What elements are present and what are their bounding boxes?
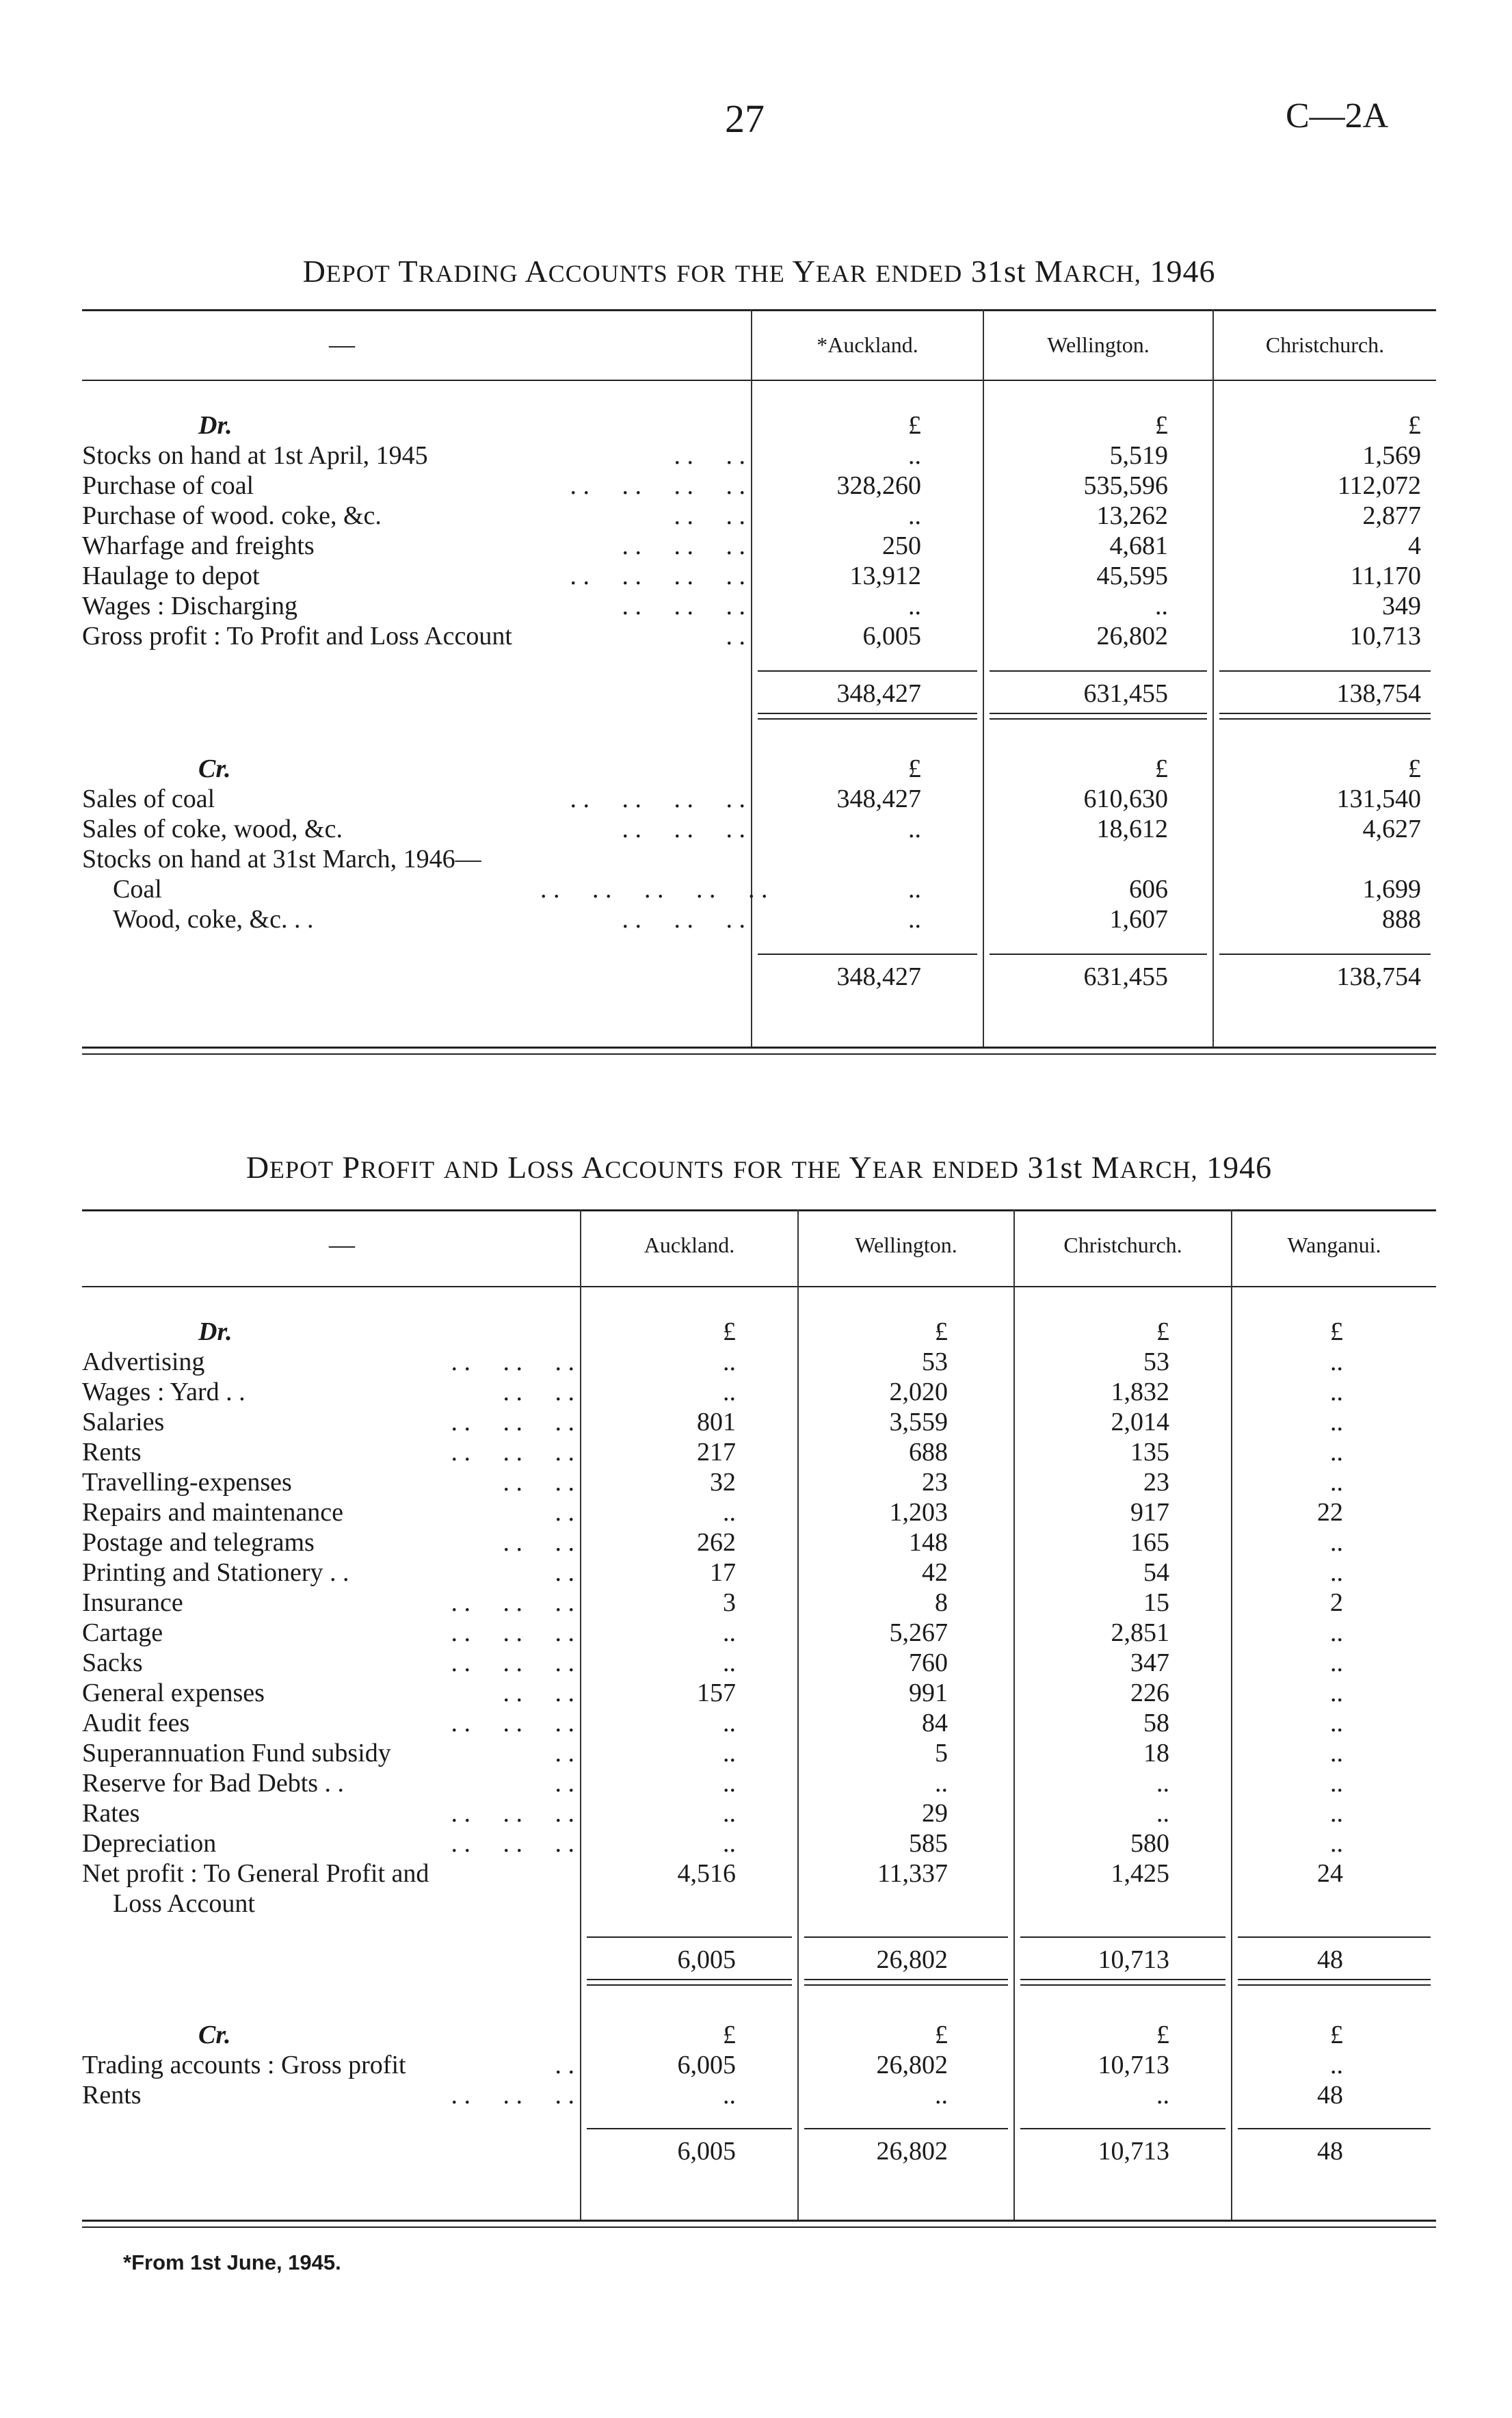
row-value: 347 <box>1130 1648 1169 1677</box>
row-label: Gross profit : To Profit and Loss Account <box>82 622 512 651</box>
row-label: Wharfage and freights <box>82 531 315 560</box>
cr-label: Cr. <box>198 754 231 783</box>
rule-line <box>1219 954 1431 955</box>
row-value: .. <box>723 1648 736 1677</box>
row-value: .. <box>1330 1769 1343 1798</box>
leader-dots: . . . . <box>503 1528 574 1557</box>
currency-symbol: £ <box>1330 2021 1343 2049</box>
leader-dots: . . . . . . <box>622 531 745 560</box>
currency-symbol: £ <box>1155 754 1168 783</box>
row-value: 349 <box>1382 592 1421 620</box>
row-value: .. <box>723 1709 736 1737</box>
currency-symbol: £ <box>1156 1317 1169 1346</box>
row-value: 53 <box>1143 1348 1169 1376</box>
row-value: 760 <box>909 1648 948 1677</box>
row-value: 2 <box>1330 1588 1343 1617</box>
document-reference: C—2A <box>1286 96 1389 135</box>
row-value: 2,020 <box>889 1378 948 1406</box>
row-value: 580 <box>1130 1829 1169 1858</box>
leader-dots: . . . . . . <box>451 1709 574 1737</box>
rule-line <box>990 954 1207 955</box>
row-value: .. <box>723 1739 736 1767</box>
row-value: .. <box>1330 1408 1343 1436</box>
dr-total: 48 <box>1317 1945 1343 1974</box>
cr-total: 26,802 <box>876 2137 948 2166</box>
row-value: 10,713 <box>1098 2051 1169 2079</box>
row-label: Sacks <box>82 1648 143 1677</box>
row-value: 22 <box>1317 1498 1343 1527</box>
rule-line <box>82 309 1436 311</box>
row-value: 5,519 <box>1109 441 1168 470</box>
dr-total: 6,005 <box>677 1945 736 1974</box>
row-value: .. <box>908 815 921 843</box>
rule-line <box>804 1984 1008 1986</box>
leader-dots: . . <box>555 1769 574 1798</box>
row-value: 148 <box>909 1528 948 1557</box>
rule-line <box>1238 1984 1431 1986</box>
rule-line <box>990 670 1207 672</box>
row-value: 13,262 <box>1096 501 1168 530</box>
row-label: Cartage <box>82 1618 163 1647</box>
row-value: 1,203 <box>889 1498 948 1527</box>
currency-symbol: £ <box>1155 411 1168 440</box>
row-value: 1,699 <box>1362 875 1421 904</box>
rule-line <box>804 1936 1008 1938</box>
row-value: 4,627 <box>1362 815 1421 843</box>
rule-line <box>82 1053 1436 1055</box>
rule-line <box>1219 670 1431 672</box>
leader-dots: . . . . <box>674 441 745 470</box>
row-value: 3 <box>723 1588 736 1617</box>
leader-dots: . . . . <box>503 1378 574 1406</box>
column-header: Auckland. <box>644 1233 735 1257</box>
row-value: 112,072 <box>1337 471 1421 500</box>
row-label: Audit fees <box>82 1709 190 1737</box>
row-value: .. <box>1330 1618 1343 1647</box>
currency-symbol: £ <box>1330 1317 1343 1346</box>
row-label: Repairs and maintenance <box>82 1498 343 1527</box>
row-value: .. <box>908 592 921 620</box>
row-value: 250 <box>882 531 921 560</box>
row-value: .. <box>1330 1378 1343 1406</box>
column-header: Wanganui. <box>1287 1233 1381 1257</box>
row-value: 262 <box>697 1528 736 1557</box>
column-header: Wellington. <box>1047 332 1150 357</box>
row-value: 48 <box>1317 2081 1343 2110</box>
row-value: 54 <box>1143 1558 1169 1587</box>
row-value: .. <box>723 1829 736 1858</box>
row-value: 1,832 <box>1111 1378 1169 1406</box>
leader-dots: . . . . . . <box>622 815 745 843</box>
row-value: 58 <box>1143 1709 1169 1737</box>
rule-line <box>587 1984 792 1986</box>
row-value: 585 <box>909 1829 948 1858</box>
cr-label: Cr. <box>198 2021 231 2049</box>
row-value: 4 <box>1408 531 1421 560</box>
row-value: .. <box>908 501 921 530</box>
currency-symbol: £ <box>908 411 921 440</box>
row-label: Travelling-expenses <box>82 1468 292 1497</box>
cr-total: 138,754 <box>1336 962 1421 991</box>
currency-symbol: £ <box>1408 411 1421 440</box>
rule-line <box>1238 2128 1431 2129</box>
row-value: 6,005 <box>862 622 921 651</box>
leader-dots: . . . . . . <box>451 1588 574 1617</box>
row-value: 888 <box>1382 905 1421 934</box>
row-value: 18 <box>1143 1739 1169 1767</box>
row-value: 917 <box>1130 1498 1169 1527</box>
rule-line <box>82 380 1436 381</box>
row-value: 135 <box>1130 1438 1169 1467</box>
rule-line <box>587 1979 792 1980</box>
row-value: 226 <box>1130 1679 1169 1707</box>
header-dash: — <box>329 1231 355 1259</box>
rule-line <box>1020 1979 1225 1980</box>
rule-line <box>758 713 977 714</box>
row-label: Sales of coke, wood, &c. <box>82 815 343 843</box>
row-value: 991 <box>909 1679 948 1707</box>
leader-dots: . . <box>555 2051 574 2079</box>
row-label: Rates <box>82 1799 140 1828</box>
row-value: 328,260 <box>836 471 921 500</box>
rule-line <box>1219 713 1431 714</box>
row-value: 157 <box>697 1679 736 1707</box>
rule-line <box>804 2128 1008 2129</box>
row-value: 18,612 <box>1096 815 1168 843</box>
trading-title: DEPOT TRADING ACCOUNTS FOR THE YEAR ENDED 31st MARCH, 1946 <box>302 254 1216 289</box>
row-value: .. <box>1156 2081 1169 2110</box>
row-value: 13,912 <box>849 562 921 590</box>
row-value: 217 <box>697 1438 736 1467</box>
row-label: Rents <box>82 2081 142 2110</box>
row-value: .. <box>1330 1679 1343 1707</box>
row-value: 6,005 <box>677 2051 736 2079</box>
row-label: Stocks on hand at 31st March, 1946— <box>82 845 481 873</box>
rule-line <box>804 1979 1008 1980</box>
row-value: 606 <box>1129 875 1168 904</box>
row-value: 10,713 <box>1349 622 1421 651</box>
row-label: Sales of coal <box>82 785 215 813</box>
row-label: Superannuation Fund subsidy <box>82 1739 391 1767</box>
row-label: Haulage to depot <box>82 562 260 590</box>
row-label: Loss Account <box>113 1889 255 1918</box>
row-value: 4,681 <box>1109 531 1168 560</box>
row-value: 42 <box>922 1558 948 1587</box>
row-value: .. <box>1330 1829 1343 1858</box>
row-value: 53 <box>922 1348 948 1376</box>
pl-title: DEPOT PROFIT AND LOSS ACCOUNTS FOR THE YEAR ENDED 31st MARCH, 1946 <box>246 1150 1273 1185</box>
row-value: .. <box>723 1769 736 1798</box>
rule-line <box>758 718 977 720</box>
rule-line <box>82 1286 1436 1287</box>
row-label: Purchase of coal <box>82 471 254 500</box>
row-label: Salaries <box>82 1408 165 1436</box>
leader-dots: . . . . . . . . <box>570 562 745 590</box>
currency-symbol: £ <box>723 2021 736 2049</box>
column-header: Christchurch. <box>1063 1233 1182 1257</box>
row-value: .. <box>723 1378 736 1406</box>
rule-line <box>758 670 977 672</box>
row-value: 131,540 <box>1336 785 1421 813</box>
leader-dots: . . . . . . <box>451 1829 574 1858</box>
leader-dots: . . . . . . <box>451 1348 574 1376</box>
leader-dots: . . <box>726 622 745 651</box>
rule-line <box>587 2128 792 2129</box>
rule-line <box>1238 1936 1431 1938</box>
row-value: 1,425 <box>1111 1859 1169 1888</box>
row-value: .. <box>1330 1558 1343 1587</box>
dr-total: 138,754 <box>1336 679 1421 708</box>
cr-total: 6,005 <box>677 2137 736 2166</box>
row-value: 23 <box>922 1468 948 1497</box>
row-value: 84 <box>922 1709 948 1737</box>
rule-line <box>1020 1936 1225 1938</box>
currency-symbol: £ <box>935 2021 948 2049</box>
row-value: .. <box>1330 1799 1343 1828</box>
row-value: 2,877 <box>1362 501 1421 530</box>
rule-line <box>990 713 1207 714</box>
row-value: 2,014 <box>1111 1408 1169 1436</box>
leader-dots: . . . . . . <box>451 1799 574 1828</box>
cr-total: 48 <box>1317 2137 1343 2166</box>
row-value: .. <box>1330 1739 1343 1767</box>
leader-dots: . . . . . . <box>451 2081 574 2110</box>
rule-line <box>990 718 1207 720</box>
cr-total: 10,713 <box>1098 2137 1169 2166</box>
dr-total: 26,802 <box>876 1945 948 1974</box>
rule-line <box>1238 1979 1431 1980</box>
rule-line <box>1020 1984 1225 1986</box>
row-label: Coal <box>113 875 162 904</box>
row-value: 8 <box>935 1588 948 1617</box>
dr-label: Dr. <box>198 411 233 440</box>
row-value: .. <box>935 2081 948 2110</box>
rule-line <box>82 2220 1436 2222</box>
row-value: 348,427 <box>836 785 921 813</box>
currency-symbol: £ <box>1408 754 1421 783</box>
row-label: Wages : Yard . . <box>82 1378 246 1406</box>
row-label: Wages : Discharging <box>82 592 297 620</box>
page-number: 27 <box>725 96 765 141</box>
leader-dots: . . . . . . <box>451 1618 574 1647</box>
row-value: 5,267 <box>889 1618 948 1647</box>
row-label: Trading accounts : Gross profit <box>82 2051 406 2079</box>
row-value: .. <box>1330 2051 1343 2079</box>
row-value: 15 <box>1143 1588 1169 1617</box>
header-dash: — <box>329 330 355 359</box>
row-value: 5 <box>935 1739 948 1767</box>
row-value: .. <box>908 441 921 470</box>
row-label: General expenses <box>82 1679 265 1707</box>
row-value: .. <box>908 875 921 904</box>
rule-line <box>587 1936 792 1938</box>
dr-total: 348,427 <box>836 679 921 708</box>
leader-dots: . . <box>555 1739 574 1767</box>
currency-symbol: £ <box>935 1317 948 1346</box>
row-value: .. <box>723 1799 736 1828</box>
row-value: 610,630 <box>1083 785 1168 813</box>
dr-total: 631,455 <box>1083 679 1168 708</box>
row-value: 45,595 <box>1096 562 1168 590</box>
currency-symbol: £ <box>1156 2021 1169 2049</box>
column-header: Wellington. <box>855 1233 957 1257</box>
row-value: 17 <box>710 1558 736 1587</box>
rule-line <box>82 2226 1436 2228</box>
row-value: 1,607 <box>1109 905 1168 934</box>
rule-line <box>1020 2128 1225 2129</box>
leader-dots: . . . . . . <box>451 1648 574 1677</box>
row-label: Depreciation <box>82 1829 217 1858</box>
leader-dots: . . . . <box>503 1679 574 1707</box>
row-label: Insurance <box>82 1588 183 1617</box>
row-value: .. <box>723 1498 736 1527</box>
row-value: 801 <box>697 1408 736 1436</box>
row-label: Wood, coke, &c. . . <box>113 905 314 934</box>
row-label: Printing and Stationery . . <box>82 1558 349 1587</box>
row-value: 24 <box>1317 1859 1343 1888</box>
row-value: 29 <box>922 1799 948 1828</box>
column-header: Christchurch. <box>1265 332 1385 357</box>
row-value: 165 <box>1130 1528 1169 1557</box>
row-value: 11,170 <box>1350 562 1421 590</box>
leader-dots: . . . . . . <box>622 592 745 620</box>
column-header: *Auckland. <box>817 332 918 357</box>
leader-dots: . . . . . . <box>451 1438 574 1467</box>
row-value: 2,851 <box>1111 1618 1169 1647</box>
row-value: .. <box>723 1618 736 1647</box>
row-value: .. <box>1330 1468 1343 1497</box>
row-label: Postage and telegrams <box>82 1528 315 1557</box>
cr-total: 348,427 <box>836 962 921 991</box>
leader-dots: . . . . <box>503 1468 574 1497</box>
row-value: .. <box>1330 1348 1343 1376</box>
row-value: .. <box>1330 1528 1343 1557</box>
row-value: .. <box>1156 1769 1169 1798</box>
footnote: *From 1st June, 1945. <box>123 2250 341 2274</box>
row-value: .. <box>1330 1438 1343 1467</box>
leader-dots: . . <box>555 1498 574 1527</box>
row-value: 3,559 <box>889 1408 948 1436</box>
row-value: .. <box>1155 592 1168 620</box>
row-value: .. <box>935 1769 948 1798</box>
row-value: .. <box>1330 1648 1343 1677</box>
row-label: Purchase of wood. coke, &c. <box>82 501 382 530</box>
rule-line <box>758 954 977 955</box>
leader-dots: . . . . . . . . <box>570 471 745 500</box>
row-value: .. <box>723 2081 736 2110</box>
rule-line <box>82 1047 1436 1049</box>
row-label: Reserve for Bad Debts . . <box>82 1769 345 1798</box>
row-value: 26,802 <box>1096 622 1168 651</box>
rule-line <box>82 1209 1436 1211</box>
row-value: 535,596 <box>1083 471 1168 500</box>
row-value: .. <box>1330 1709 1343 1737</box>
row-label: Rents <box>82 1438 142 1467</box>
row-value: 11,337 <box>877 1859 948 1888</box>
dr-total: 10,713 <box>1098 1945 1169 1974</box>
leader-dots: . . . . <box>674 501 745 530</box>
row-value: .. <box>908 905 921 934</box>
row-value: 4,516 <box>677 1859 736 1888</box>
row-value: 32 <box>710 1468 736 1497</box>
leader-dots: . . . . . . <box>622 905 745 934</box>
row-value: 688 <box>909 1438 948 1467</box>
rule-line <box>1219 718 1431 720</box>
cr-total: 631,455 <box>1083 962 1168 991</box>
row-value: .. <box>723 1348 736 1376</box>
leader-dots: . . . . . . . . . . <box>540 875 768 904</box>
row-label: Net profit : To General Profit and <box>82 1859 429 1888</box>
row-label: Stocks on hand at 1st April, 1945 <box>82 441 428 470</box>
row-value: 1,569 <box>1362 441 1421 470</box>
leader-dots: . . . . . . . . <box>570 785 745 813</box>
row-value: 26,802 <box>876 2051 948 2079</box>
currency-symbol: £ <box>723 1317 736 1346</box>
currency-symbol: £ <box>908 754 921 783</box>
row-label: Advertising <box>82 1348 205 1376</box>
row-value: 23 <box>1143 1468 1169 1497</box>
leader-dots: . . . . . . <box>451 1408 574 1436</box>
leader-dots: . . <box>555 1558 574 1587</box>
dr-label: Dr. <box>198 1317 233 1346</box>
row-value: .. <box>1156 1799 1169 1828</box>
